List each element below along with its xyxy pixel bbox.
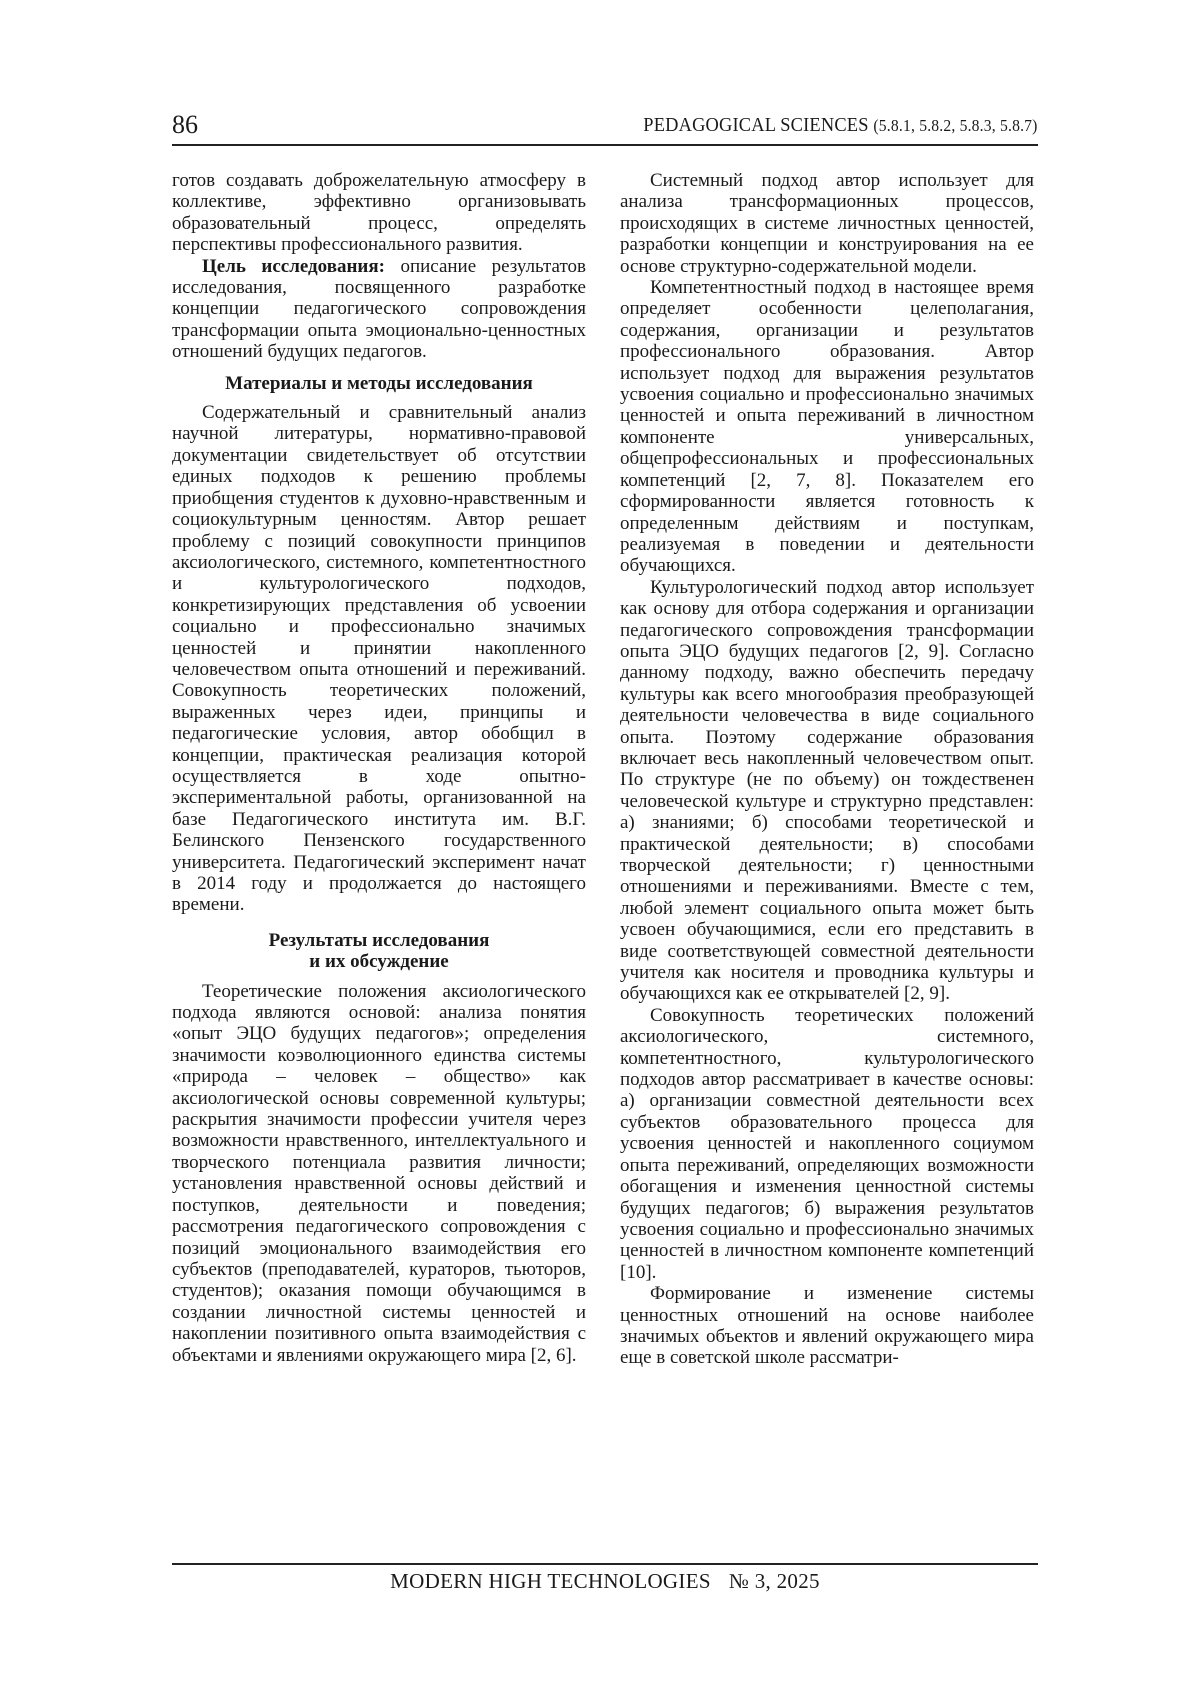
page-header xyxy=(172,106,1038,146)
paragraph: Формирование и изменение системы ценностных отношений на основе наиболее значимых объектов и явлений окружающего мира еще в советской школе рассматри- xyxy=(620,1283,1034,1369)
section-heading-results xyxy=(172,930,586,973)
issue-number: № 3, 2025 xyxy=(728,1569,820,1593)
paragraph: Культурологический подход автор использует как основу для отбора содержания и организации педагогического сопровождения трансформации опыта ЭЦО будущих педагогов [2, 9]. Согласно данному подходу, важно обеспечить передачу культуры как всего многообразия преобразующей деятельности человечества в виде социального опыта. Поэтому содержание образования включает весь накопленный человечеством опыт. По структуре (не по объему) он тождественен человеческой культуре и структурно представлен: а) знаниями; б) способами теоретической и практической деятельности; в) способами творческой деятельности; г) ценностными отношениями и переживаниями. Вместе с тем, любой элемент социального опыта может быть усвоен обучающимися, если его представить в виде соответствующей совместной деятельности учителя как носителя и проводника культуры и обучающихся как ее открывателей [2, 9]. xyxy=(620,576,1034,1005)
paragraph: Компетентностный подход в настоящее время определяет особенности целеполагания, содержания, организации и результатов профессионального образования. Автор использует подход для выражения результатов усвоения социально и профессионально значимых ценностей и опыта переживаний в личностном компоненте универсальных, общепрофессиональных и профессиональных компетенций [2, 7, 8]. Показателем его сформированности является готовность к определенным действиям и поступкам, реализуемая в поведении и деятельности обучающихся. xyxy=(620,277,1034,577)
section-heading-methods: Материалы и методы исследования xyxy=(225,372,533,394)
paragraph: Системный подход автор использует для анализа трансформационных процессов, происходящих в системе личностных ценностей, разработки концепции и конструирования на ее основе структурно-содержательной модели. xyxy=(620,170,1034,277)
journal-section-title xyxy=(644,114,1038,137)
journal-section: PEDAGOGICAL SCIENCES xyxy=(643,114,870,136)
right-column xyxy=(620,170,1034,1369)
section-codes: (5.8.1, 5.8.2, 5.8.3, 5.8.7) xyxy=(873,116,1038,135)
goal-paragraph xyxy=(172,256,586,363)
left-column xyxy=(172,170,586,1366)
journal-name: MODERN HIGH TECHNOLOGIES xyxy=(390,1569,711,1593)
heading-line-1: Результаты исследования xyxy=(268,929,490,951)
paragraph: Совокупность теоретических положений аксиологического, системного, компетентностного, культурологического подходов автор рассматривает в качестве основы: а) организации совместной деятельности всех субъектов образовательного процесса для усвоения ценностей и накопленного социумом опыта переживаний, определяющих возможности обогащения и изменения ценностной системы будущих педагогов; б) выражения результатов усвоения социально и профессионально значимых ценностей в личностном компоненте компетенций [10]. xyxy=(620,1004,1034,1283)
paragraph: Содержательный и сравнительный анализ научной литературы, нормативно-правовой документации свидетельствует об отсутствии единых подходов к решению проблемы приобщения студентов к духовно-нравственным и социокультурным ценностям. Автор решает проблему с позиций совокупности принципов аксиологического, системного, компетентностного и культурологического подходов, конкретизирующих представления об усвоении социально и профессионально значимых ценностей и принятии накопленного человечеством опыта отношений и переживаний. Совокупность теоретических положений, выраженных через идеи, принципы и педагогические условия, автор обобщил в концепции, практическая реализация которой осуществляется в ходе опытно-экспериментальной работы, организованной на базе Педагогического института им. В.Г. Белинского Пензенского государственного университета. Педагогический эксперимент начат в 2014 году и продолжается до настоящего времени. xyxy=(172,402,586,916)
paragraph: готов создавать доброжелательную атмосферу в коллективе, эффективно организовывать образовательный процесс, определять перспективы профессионального развития. xyxy=(172,170,586,256)
heading-line-2: и их обсуждение xyxy=(309,951,449,973)
paragraph: Теоретические положения аксиологического подхода являются основой: анализа понятия «опыт ЭЦО будущих педагогов»; определения значимости коэволюционного единства системы «природа – человек – общество» как аксиологической основы современной культуры; раскрытия значимости профессии учителя через возможности нравственного, интеллектуального и творческого потенциала развития личности; установления нравственной основы действий и поступков, деятельности и поведения; рассмотрения педагогического сопровождения с позиций эмоционального взаимодействия его субъектов (преподавателей, кураторов, тьюторов, студентов); оказания помощи обучающимся в создании личностной системы ценностей и накоплении позитивного опыта взаимодействия с объектами и явлениями окружающего мира [2, 6]. xyxy=(172,980,586,1366)
goal-text: описание результатов исследования, посвященного разработке концепции педагогического сопровождения трансформации опыта эмоционально-ценностных отношений будущих педагогов. xyxy=(172,255,586,363)
page-footer xyxy=(172,1563,1038,1594)
page-number: 86 xyxy=(172,110,198,139)
goal-label: Цель исследования: xyxy=(202,255,385,277)
